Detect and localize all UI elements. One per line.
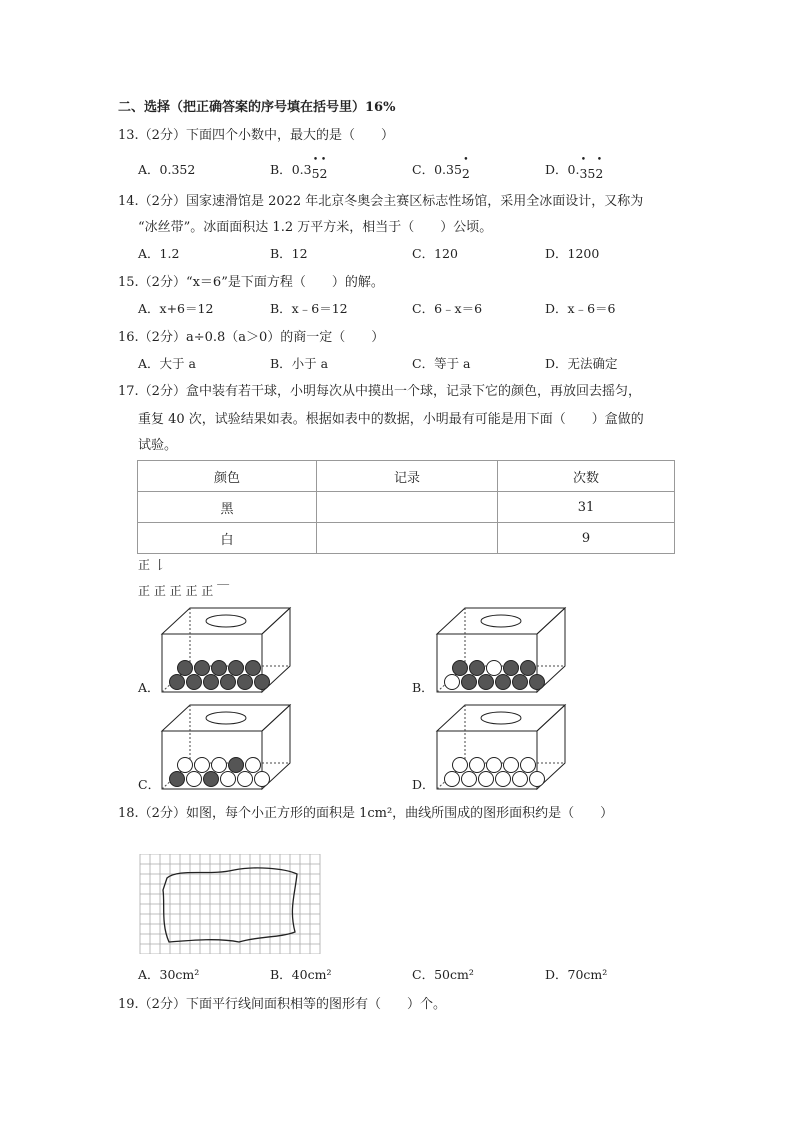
question-13: 13.（2分）下面四个小数中，最大的是（ ）	[118, 128, 394, 143]
question-17-line2: 重复 40 次，试验结果如表。根据如表中的数据，小明最有可能是用下面（ ）盒做的	[138, 412, 644, 427]
black-ball	[204, 675, 219, 690]
black-ball	[470, 661, 485, 676]
box-b	[435, 606, 567, 694]
q13-option-c: C．0.352 •	[412, 160, 470, 178]
white-ball	[178, 758, 193, 773]
q14-option-a: A．1.2	[138, 246, 180, 261]
q16-option-c: C．等于 a	[412, 356, 471, 371]
white-ball	[470, 758, 485, 773]
question-18: 18.（2分）如图，每个小正方形的面积是 1cm²，曲线所围成的图形面积约是（ ）	[118, 806, 614, 821]
white-ball	[445, 675, 460, 690]
table-header: 颜色	[138, 461, 317, 492]
section-title: 二、选择（把正确答案的序号填在括号里）16%	[118, 100, 396, 115]
black-ball	[170, 675, 185, 690]
white-ball	[453, 758, 468, 773]
table-header: 记录	[317, 461, 498, 492]
white-ball	[212, 758, 227, 773]
table-cell: 31	[498, 492, 675, 523]
black-ball	[504, 661, 519, 676]
table-cell: 黑	[138, 492, 317, 523]
box-a	[160, 606, 292, 694]
table-cell	[317, 523, 498, 554]
tally-line-1: 正 𠄌	[138, 558, 166, 572]
q15-option-b: B．x﹣6＝12	[270, 301, 348, 316]
black-ball	[195, 661, 210, 676]
black-ball	[479, 675, 494, 690]
white-ball	[521, 758, 536, 773]
white-ball	[496, 772, 511, 787]
table-cell: 白	[138, 523, 317, 554]
box-a-label: A．	[138, 680, 160, 695]
tally-line-2: 正 正 正 正 正 ￣	[138, 584, 230, 598]
q16-option-b: B．小于 a	[270, 356, 329, 371]
white-ball	[445, 772, 460, 787]
black-ball	[204, 772, 219, 787]
q16-option-a: A．大于 a	[138, 356, 196, 371]
box-d-label: D．	[412, 777, 435, 792]
white-ball	[255, 772, 270, 787]
q14-option-c: C．120	[412, 246, 458, 261]
black-ball	[513, 675, 528, 690]
q15-option-a: A．x+6＝12	[138, 301, 214, 316]
white-ball	[187, 772, 202, 787]
table-header: 次数	[498, 461, 675, 492]
black-ball	[453, 661, 468, 676]
white-ball	[487, 661, 502, 676]
q14-option-d: D．1200	[545, 246, 600, 261]
box-d	[435, 703, 567, 791]
question-19: 19.（2分）下面平行线间面积相等的图形有（ ）个。	[118, 997, 446, 1012]
table-header-row	[138, 461, 675, 492]
table-row	[138, 523, 675, 554]
table-cell: 9	[498, 523, 675, 554]
black-ball	[238, 675, 253, 690]
question-14-line1: 14.（2分）国家速滑馆是 2022 年北京冬奥会主赛区标志性场馆，采用全冰面设计，又称为	[118, 194, 644, 209]
q18-option-a: A．30cm²	[138, 967, 200, 982]
grid-figure	[139, 854, 322, 954]
black-ball	[187, 675, 202, 690]
q13-option-a: A．0.352	[138, 162, 196, 177]
black-ball	[229, 661, 244, 676]
white-ball	[530, 772, 545, 787]
table-cell	[317, 492, 498, 523]
white-ball	[221, 772, 236, 787]
q13-option-d: D．0.3 •52 •	[545, 160, 603, 178]
result-table	[137, 460, 675, 554]
table-row	[138, 492, 675, 523]
white-ball	[462, 772, 477, 787]
black-ball	[221, 675, 236, 690]
q15-option-d: D．x﹣6＝6	[545, 301, 616, 316]
white-ball	[504, 758, 519, 773]
question-17-line3: 试验。	[138, 438, 178, 453]
box-c-label: C．	[138, 777, 161, 792]
black-ball	[178, 661, 193, 676]
question-14-line2: “冰丝带”。冰面面积达 1.2 万平方米，相当于（ ）公顷。	[138, 220, 493, 235]
black-ball	[496, 675, 511, 690]
white-ball	[195, 758, 210, 773]
question-17-line1: 17.（2分）盒中装有若干球，小明每次从中摸出一个球，记录下它的颜色，再放回去摇匀，	[118, 384, 641, 399]
box-c	[160, 703, 292, 791]
q16-option-d: D．无法确定	[545, 356, 618, 371]
white-ball	[238, 772, 253, 787]
q18-option-b: B．40cm²	[270, 967, 332, 982]
q13-option-b: B．0.35 •2 •	[270, 160, 327, 178]
q15-option-c: C．6﹣x＝6	[412, 301, 483, 316]
q18-option-d: D．70cm²	[545, 967, 608, 982]
black-ball	[246, 661, 261, 676]
black-ball	[170, 772, 185, 787]
q18-option-c: C．50cm²	[412, 967, 474, 982]
white-ball	[487, 758, 502, 773]
black-ball	[212, 661, 227, 676]
white-ball	[246, 758, 261, 773]
box-b-label: B．	[412, 680, 434, 695]
white-ball	[479, 772, 494, 787]
black-ball	[229, 758, 244, 773]
black-ball	[462, 675, 477, 690]
question-16: 16.（2分）a÷0.8（a＞0）的商一定（ ）	[118, 330, 385, 345]
black-ball	[255, 675, 270, 690]
question-15: 15.（2分）“x＝6”是下面方程（ ）的解。	[118, 275, 384, 290]
q14-option-b: B．12	[270, 246, 308, 261]
black-ball	[521, 661, 536, 676]
black-ball	[530, 675, 545, 690]
white-ball	[513, 772, 528, 787]
